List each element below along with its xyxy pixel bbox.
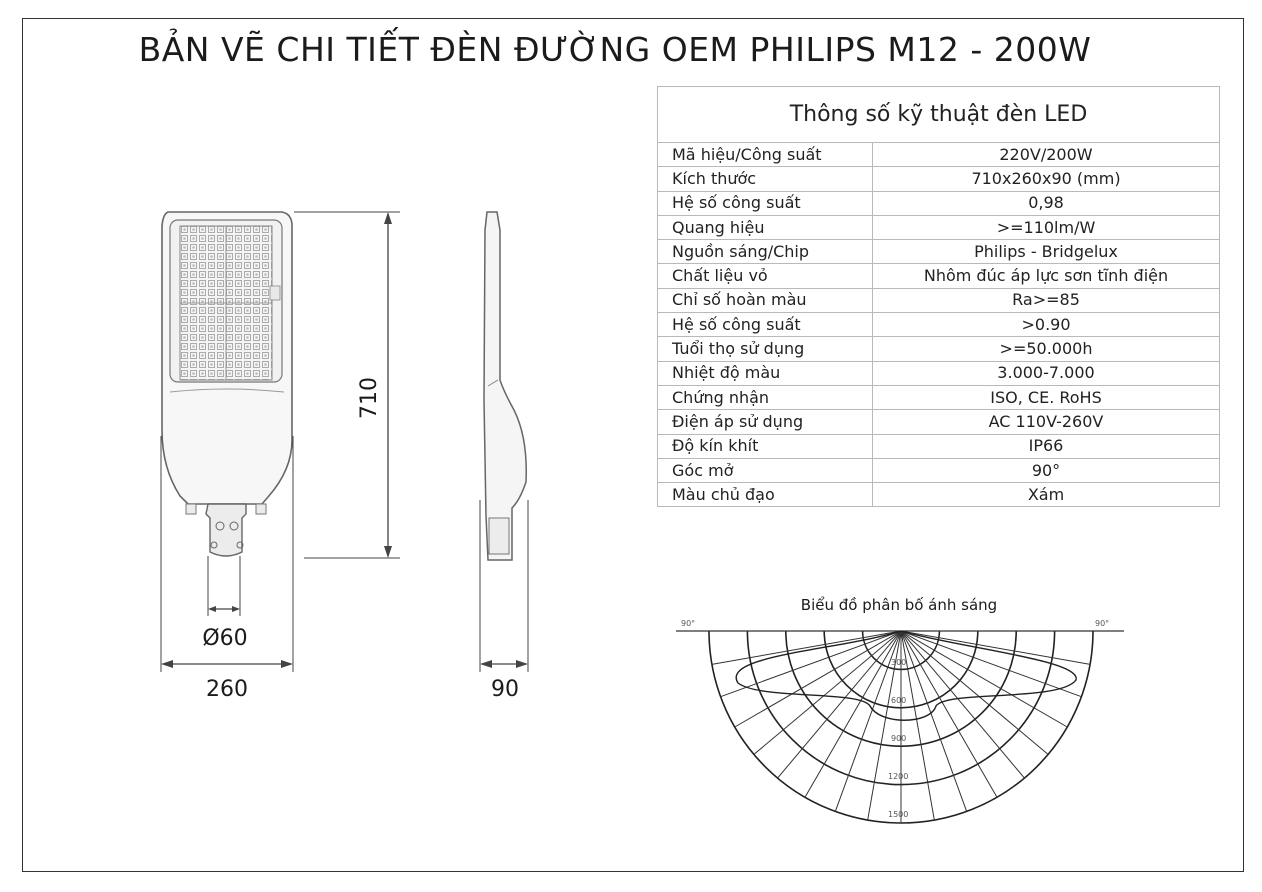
spec-value: Philips - Bridgelux	[873, 240, 1220, 264]
table-row	[658, 361, 1220, 385]
side-view	[484, 212, 526, 560]
spec-value: >=50.000h	[873, 337, 1220, 361]
spec-key: Hệ số công suất	[658, 313, 873, 337]
table-row	[658, 288, 1220, 312]
spec-key: Màu chủ đạo	[658, 483, 873, 507]
diameter-dimension	[208, 556, 240, 616]
front-view	[162, 212, 292, 556]
table-row	[658, 434, 1220, 458]
spec-key: Nguồn sáng/Chip	[658, 240, 873, 264]
polar-chart-title: Biểu đồ phân bố ánh sáng	[800, 596, 998, 614]
table-row	[658, 143, 1220, 167]
table-row	[658, 410, 1220, 434]
spec-key: Chỉ số hoàn màu	[658, 288, 873, 312]
polar-left-angle-label: 90°	[681, 619, 696, 628]
table-row	[658, 264, 1220, 288]
table-row	[658, 215, 1220, 239]
polar-ring-label-1200: 1200	[888, 772, 909, 781]
table-row	[658, 483, 1220, 507]
spec-value: 3.000-7.000	[873, 361, 1220, 385]
height-label: 710	[357, 377, 382, 419]
spec-key: Mã hiệu/Công suất	[658, 143, 873, 167]
spec-value: ISO, CE. RoHS	[873, 385, 1220, 409]
table-row	[658, 167, 1220, 191]
spec-key: Tuổi thọ sử dụng	[658, 337, 873, 361]
polar-ring-label-1500: 1500	[888, 810, 909, 819]
spec-value: 710x260x90 (mm)	[873, 167, 1220, 191]
width-label: 260	[206, 677, 248, 702]
spec-table-header: Thông số kỹ thuật đèn LED	[658, 87, 1220, 143]
spec-value: AC 110V-260V	[873, 410, 1220, 434]
spec-key: Độ kín khít	[658, 434, 873, 458]
polar-right-angle-label: 90°	[1095, 619, 1110, 628]
spec-value: 90°	[873, 458, 1220, 482]
spec-key: Hệ số công suất	[658, 191, 873, 215]
spec-key: Chất liệu vỏ	[658, 264, 873, 288]
spec-key: Kích thước	[658, 167, 873, 191]
polar-ring-label-900: 900	[891, 734, 907, 743]
height-dimension	[294, 212, 400, 558]
table-row	[658, 191, 1220, 215]
spec-key: Góc mở	[658, 458, 873, 482]
table-row	[658, 385, 1220, 409]
spec-value: >0.90	[873, 313, 1220, 337]
spec-value: 0,98	[873, 191, 1220, 215]
depth-label: 90	[491, 677, 519, 702]
spec-value: >=110lm/W	[873, 215, 1220, 239]
diameter-label: Ø60	[202, 626, 248, 651]
spec-key: Chứng nhận	[658, 385, 873, 409]
spec-key: Quang hiệu	[658, 215, 873, 239]
table-row	[658, 337, 1220, 361]
spec-value: Nhôm đúc áp lực sơn tĩnh điện	[873, 264, 1220, 288]
table-row	[658, 458, 1220, 482]
table-row	[658, 240, 1220, 264]
spec-key: Điện áp sử dụng	[658, 410, 873, 434]
spec-value: 220V/200W	[873, 143, 1220, 167]
table-row	[658, 313, 1220, 337]
page-title: BẢN VẼ CHI TIẾT ĐÈN ĐƯỜNG OEM PHILIPS M12 - 200W	[138, 30, 1092, 69]
spec-table	[657, 86, 1220, 507]
spec-key: Nhiệt độ màu	[658, 361, 873, 385]
spec-value: Ra>=85	[873, 288, 1220, 312]
spec-value: Xám	[873, 483, 1220, 507]
polar-ring-label-600: 600	[891, 696, 907, 705]
polar-ring-label-300: 300	[891, 658, 907, 667]
spec-value: IP66	[873, 434, 1220, 458]
